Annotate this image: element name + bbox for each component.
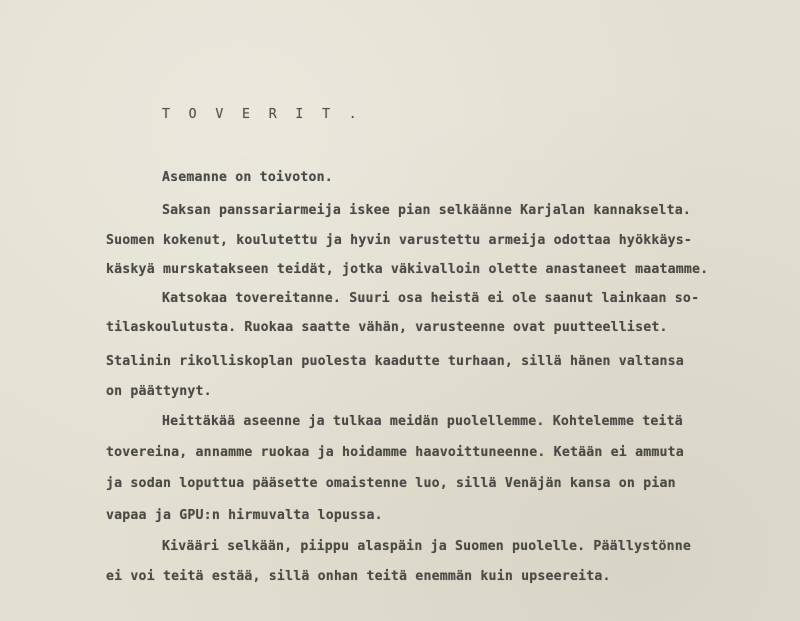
paragraph-4-line-4: vapaa ja GPU:n hirmuvalta lopussa. <box>106 508 383 523</box>
paragraph-4-line-2: tovereina, annamme ruokaa ja hoidamme haavoittuneenne. Ketään ei ammuta <box>106 445 684 460</box>
paragraph-1-line-1: Asemanne on toivoton. <box>162 170 333 185</box>
paragraph-4-line-1: Heittäkää aseenne ja tulkaa meidän puolellemme. Kohtelemme teitä <box>162 414 683 429</box>
document-title: T O V E R I T . <box>162 107 363 122</box>
paragraph-3-line-4: on päättynyt. <box>106 384 212 399</box>
paragraph-3-line-3: Stalinin rikolliskoplan puolesta kaadutte turhaan, sillä hänen valtansa <box>106 354 684 369</box>
paragraph-2-line-1: Saksan panssariarmeija iskee pian selkäänne Karjalan kannakselta. <box>162 203 692 218</box>
paragraph-5-line-1: Kivääri selkään, piippu alaspäin ja Suomen puolelle. Päällystönne <box>162 539 692 554</box>
paragraph-2-line-2: Suomen kokenut, koulutettu ja hyvin varustettu armeija odottaa hyökkäys- <box>106 233 693 248</box>
paragraph-4-line-3: ja sodan loputtua pääsette omaistenne luo, sillä Venäjän kansa on pian <box>106 476 676 491</box>
paragraph-5-line-2: ei voi teitä estää, sillä onhan teitä enemmän kuin upseereita. <box>106 569 611 584</box>
paragraph-2-line-3: käskyä murskatakseen teidät, jotka väkivalloin olette anastaneet maatamme. <box>106 262 709 277</box>
paragraph-3-line-2: tilaskoulutusta. Ruokaa saatte vähän, varusteenne ovat puutteelliset. <box>106 320 668 335</box>
paragraph-3-line-1: Katsokaa tovereitanne. Suuri osa heistä ei ole saanut lainkaan so- <box>162 291 700 306</box>
